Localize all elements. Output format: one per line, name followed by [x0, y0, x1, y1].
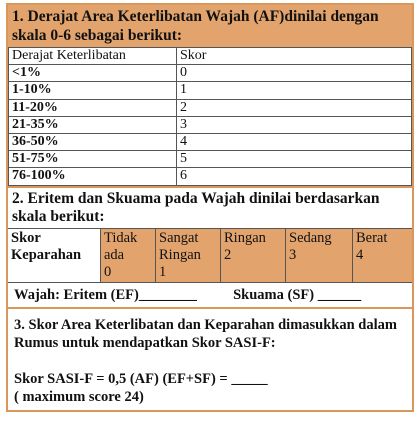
severity-level-score: 0	[104, 263, 112, 280]
range-cell: 11-20%	[9, 99, 177, 116]
score-cell: 1	[177, 82, 412, 99]
severity-level	[221, 229, 286, 282]
section-3	[8, 309, 412, 410]
section-2	[6, 188, 414, 412]
score-cell: 4	[177, 134, 412, 151]
score-cell: 3	[177, 116, 412, 133]
range-cell: 1-10%	[9, 82, 177, 99]
severity-level	[156, 229, 221, 282]
severity-level-score: 4	[356, 246, 364, 263]
score-cell: 2	[177, 99, 412, 116]
severity-level-name: Sedang	[289, 229, 332, 246]
score-cell: 0	[177, 65, 412, 82]
table-row	[9, 65, 412, 82]
area-involvement-table	[8, 47, 412, 186]
severity-row	[8, 229, 412, 282]
table-row	[9, 99, 412, 116]
severity-scale-table	[8, 229, 412, 282]
sasi-f-formula: Skor SASI-F = 0,5 (AF) (EF+SF) = _____	[14, 370, 268, 387]
table-row	[9, 151, 412, 168]
severity-level-score: 1	[159, 263, 167, 280]
sasi-f-document	[6, 3, 414, 412]
range-cell: 36-50%	[9, 134, 177, 151]
severity-label: Skor Keparahan	[8, 229, 101, 282]
table-row	[9, 168, 412, 185]
range-cell: 21-35%	[9, 116, 177, 133]
maximum-score-note: ( maximum score 24)	[14, 388, 144, 405]
range-cell: 76-100%	[9, 168, 177, 185]
section-1	[6, 3, 414, 188]
score-cell: 5	[177, 151, 412, 168]
header-derajat: Derajat Keterlibatan	[9, 48, 177, 65]
table-header-row	[9, 48, 412, 65]
severity-level	[353, 229, 413, 282]
table-row	[9, 134, 412, 151]
section-1-title: 1. Derajat Area Keterlibatan Wajah (AF)dinilai dengan skala 0-6 sebagai berikut:	[8, 5, 412, 47]
score-cell: 6	[177, 168, 412, 185]
skuama-field: Skuama (SF) ______	[233, 286, 362, 303]
severity-level-name: Sangat Ringan	[159, 229, 201, 263]
table-row	[9, 116, 412, 133]
severity-level-name: Ringan	[224, 229, 266, 246]
severity-level-name: Tidak ada	[104, 229, 138, 263]
severity-level-name: Berat	[356, 229, 388, 246]
section-2-title: 2. Eritem dan Skuama pada Wajah dinilai berdasarkan skala berikut:	[8, 188, 412, 229]
header-skor: Skor	[177, 48, 412, 65]
wajah-score-line	[8, 282, 412, 309]
severity-level-score: 2	[224, 246, 232, 263]
severity-level	[286, 229, 353, 282]
range-cell: 51-75%	[9, 151, 177, 168]
severity-level-score: 3	[289, 246, 297, 263]
severity-level	[101, 229, 156, 282]
eritem-field: Wajah: Eritem (EF)________	[14, 286, 197, 303]
section-3-title: 3. Skor Area Keterlibatan dan Keparahan dimasukkan dalam Rumus untuk mendapatkan Skor SASI-F:	[14, 316, 397, 351]
range-cell: <1%	[9, 65, 177, 82]
table-row	[9, 82, 412, 99]
